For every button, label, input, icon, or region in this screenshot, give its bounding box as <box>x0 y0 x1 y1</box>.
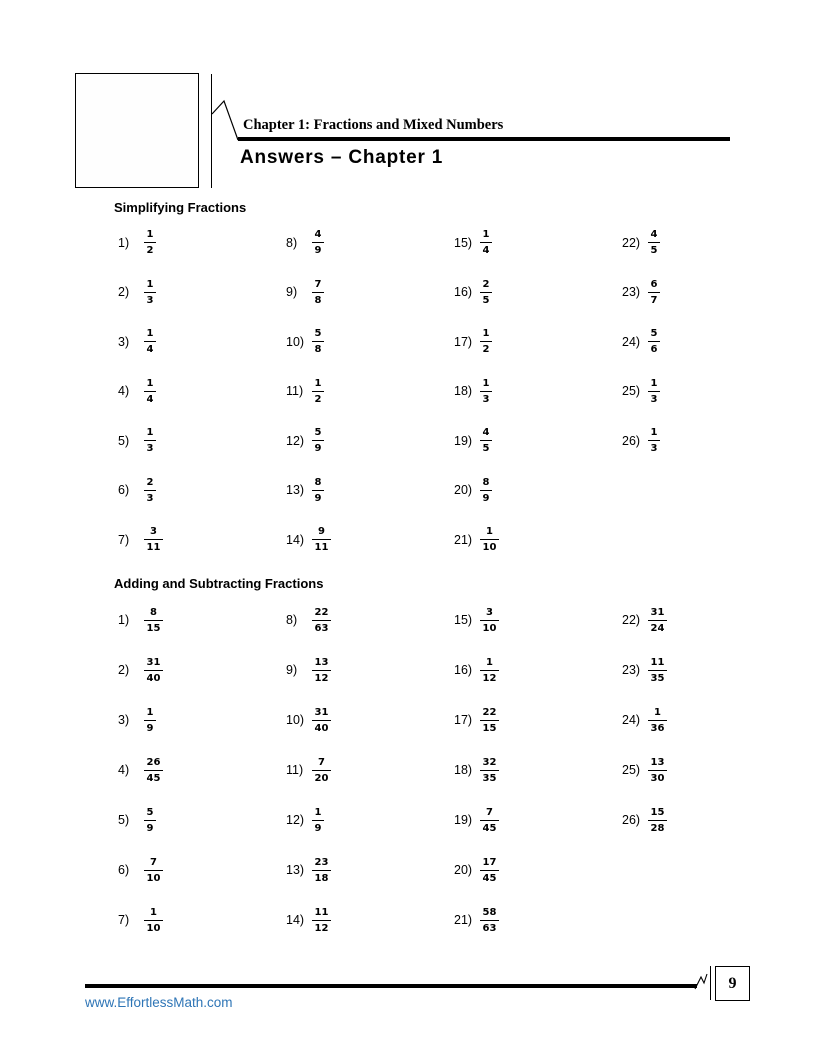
fraction-numerator: 6 <box>648 278 660 293</box>
answer-item <box>286 367 454 417</box>
fraction-numerator: 5 <box>312 327 324 342</box>
fraction-denominator: 3 <box>146 443 154 455</box>
footer-zigzag-mark <box>694 972 710 992</box>
fraction-numerator: 9 <box>312 525 331 540</box>
page-title: Answers – Chapter 1 <box>240 147 444 168</box>
answer-item <box>454 845 622 895</box>
chapter-title-rule <box>238 137 730 141</box>
answer-item <box>622 367 790 417</box>
fraction-denominator: 15 <box>482 722 497 734</box>
fraction <box>480 476 492 505</box>
answer-number: 23) <box>622 663 641 677</box>
answer-number: 11) <box>286 763 304 777</box>
fraction-numerator: 8 <box>480 476 492 491</box>
fraction <box>648 756 667 785</box>
answer-item <box>286 268 454 318</box>
fraction <box>312 327 324 356</box>
answer-item <box>454 466 622 516</box>
answer-number: 3) <box>118 334 130 349</box>
fraction-denominator: 63 <box>314 622 329 634</box>
fraction-numerator: 22 <box>312 606 331 621</box>
fraction-numerator: 31 <box>648 606 667 621</box>
answer-item <box>454 595 622 645</box>
fraction-denominator: 9 <box>314 492 322 504</box>
answer-number: 14) <box>286 913 305 927</box>
fraction <box>312 476 324 505</box>
fraction-numerator: 31 <box>144 656 163 671</box>
answer-number: 17) <box>454 713 473 727</box>
fraction <box>144 856 163 885</box>
answer-number: 26) <box>622 813 641 827</box>
fraction-denominator: 18 <box>314 872 329 884</box>
answer-number: 19) <box>454 813 473 827</box>
answer-item <box>118 317 286 367</box>
fraction-denominator: 35 <box>482 772 497 784</box>
fraction-denominator: 45 <box>482 872 497 884</box>
fraction <box>312 228 324 257</box>
fraction-numerator: 7 <box>312 756 331 771</box>
fraction <box>648 327 660 356</box>
answer-item <box>286 595 454 645</box>
fraction-denominator: 10 <box>146 872 161 884</box>
fraction-denominator: 4 <box>146 393 154 405</box>
fraction-numerator: 15 <box>648 806 667 821</box>
answer-item <box>454 515 622 565</box>
footer-website-link[interactable]: www.EffortlessMath.com <box>85 995 233 1010</box>
answer-number: 9) <box>286 663 298 677</box>
answer-item <box>454 895 622 945</box>
fraction <box>312 426 324 455</box>
fraction-denominator: 12 <box>314 672 329 684</box>
fraction <box>144 525 163 554</box>
answer-item <box>454 268 622 318</box>
answer-number: 9) <box>286 285 298 300</box>
fraction <box>480 377 492 406</box>
fraction <box>648 377 660 406</box>
fraction-denominator: 3 <box>650 443 658 455</box>
answer-item <box>454 416 622 466</box>
answer-item <box>286 218 454 268</box>
fraction-numerator: 13 <box>312 656 331 671</box>
answer-number: 13) <box>286 483 305 498</box>
answer-item <box>118 895 286 945</box>
page-number-box <box>715 966 750 1001</box>
fraction <box>480 706 499 735</box>
fraction-numerator: 2 <box>144 476 156 491</box>
answer-item <box>118 367 286 417</box>
answer-number: 11) <box>286 384 304 399</box>
fraction-numerator: 1 <box>480 228 492 243</box>
answers-grid-adding-subtracting-fractions <box>118 595 790 945</box>
footer-vertical-rule <box>710 966 711 1000</box>
answer-item <box>622 745 790 795</box>
fraction-denominator: 5 <box>650 245 658 257</box>
fraction-numerator: 31 <box>312 706 331 721</box>
fraction <box>312 706 331 735</box>
fraction <box>144 377 156 406</box>
answer-number: 19) <box>454 433 473 448</box>
fraction <box>312 806 324 835</box>
fraction <box>144 327 156 356</box>
answer-item <box>118 515 286 565</box>
fraction-denominator: 5 <box>482 294 490 306</box>
fraction-denominator: 15 <box>146 622 161 634</box>
answer-item <box>118 268 286 318</box>
fraction <box>144 756 163 785</box>
answer-number: 1) <box>118 613 130 627</box>
fraction-denominator: 3 <box>650 393 658 405</box>
fraction-numerator: 3 <box>144 525 163 540</box>
answer-item <box>118 416 286 466</box>
fraction-denominator: 9 <box>146 722 154 734</box>
fraction-numerator: 22 <box>480 706 499 721</box>
fraction <box>480 856 499 885</box>
answer-item <box>286 416 454 466</box>
answer-number: 4) <box>118 384 130 399</box>
answer-item <box>622 795 790 845</box>
answer-number: 12) <box>286 813 305 827</box>
fraction <box>480 606 499 635</box>
fraction-numerator: 1 <box>144 426 156 441</box>
page-number: 9 <box>728 974 737 992</box>
section-heading-simplifying-fractions: Simplifying Fractions <box>114 200 247 215</box>
fraction-denominator: 9 <box>314 245 322 257</box>
answer-number: 2) <box>118 663 130 677</box>
answer-number: 14) <box>286 532 305 547</box>
fraction-numerator: 17 <box>480 856 499 871</box>
answer-item <box>286 845 454 895</box>
fraction-denominator: 9 <box>314 443 322 455</box>
fraction-numerator: 4 <box>648 228 660 243</box>
answer-number: 21) <box>454 532 473 547</box>
answer-item <box>286 466 454 516</box>
answer-item <box>286 795 454 845</box>
fraction-denominator: 12 <box>314 922 329 934</box>
fraction-denominator: 10 <box>482 542 497 554</box>
fraction-numerator: 7 <box>312 278 324 293</box>
answer-item <box>118 845 286 895</box>
fraction-denominator: 3 <box>146 492 154 504</box>
fraction <box>144 656 163 685</box>
fraction-denominator: 9 <box>482 492 490 504</box>
answer-number: 15) <box>454 613 473 627</box>
fraction <box>648 426 660 455</box>
answer-number: 22) <box>622 235 641 250</box>
fraction <box>480 278 492 307</box>
fraction-denominator: 24 <box>650 622 665 634</box>
fraction-numerator: 4 <box>312 228 324 243</box>
answer-number: 5) <box>118 813 130 827</box>
chapter-title: Chapter 1: Fractions and Mixed Numbers <box>243 117 504 133</box>
answer-number: 3) <box>118 713 130 727</box>
answer-number: 21) <box>454 913 473 927</box>
fraction-denominator: 30 <box>650 772 665 784</box>
fraction-denominator: 7 <box>650 294 658 306</box>
fraction <box>144 426 156 455</box>
fraction-numerator: 23 <box>312 856 331 871</box>
fraction-numerator: 8 <box>312 476 324 491</box>
fraction-numerator: 1 <box>144 706 156 721</box>
fraction-numerator: 2 <box>480 278 492 293</box>
answer-number: 22) <box>622 613 641 627</box>
answer-number: 23) <box>622 285 641 300</box>
answer-number: 13) <box>286 863 305 877</box>
fraction-denominator: 45 <box>482 822 497 834</box>
fraction-denominator: 8 <box>314 294 322 306</box>
answers-grid-simplifying-fractions <box>118 218 790 565</box>
fraction <box>312 278 324 307</box>
fraction-denominator: 28 <box>650 822 665 834</box>
fraction-denominator: 3 <box>482 393 490 405</box>
answer-item <box>622 695 790 745</box>
fraction-numerator: 1 <box>144 228 156 243</box>
fraction-numerator: 1 <box>648 426 660 441</box>
answer-number: 18) <box>454 763 473 777</box>
fraction-numerator: 7 <box>144 856 163 871</box>
answer-number: 4) <box>118 763 130 777</box>
answer-item <box>118 466 286 516</box>
answer-item <box>622 268 790 318</box>
fraction-denominator: 4 <box>482 245 490 257</box>
fraction-denominator: 5 <box>482 443 490 455</box>
answer-number: 8) <box>286 613 298 627</box>
fraction <box>312 606 331 635</box>
fraction <box>312 377 324 406</box>
fraction-denominator: 2 <box>146 245 154 257</box>
answer-item <box>118 795 286 845</box>
answer-item <box>454 218 622 268</box>
answer-item <box>286 515 454 565</box>
fraction <box>648 656 667 685</box>
fraction <box>480 806 499 835</box>
fraction-denominator: 10 <box>146 922 161 934</box>
answer-number: 16) <box>454 663 473 677</box>
answer-number: 17) <box>454 334 473 349</box>
fraction <box>480 656 499 685</box>
answer-item <box>454 795 622 845</box>
fraction-denominator: 4 <box>146 344 154 356</box>
fraction-numerator: 32 <box>480 756 499 771</box>
answer-item <box>118 218 286 268</box>
fraction-numerator: 4 <box>480 426 492 441</box>
answer-item <box>286 745 454 795</box>
fraction-numerator: 11 <box>648 656 667 671</box>
fraction <box>312 656 331 685</box>
fraction <box>480 525 499 554</box>
answer-number: 25) <box>622 763 641 777</box>
fraction <box>648 278 660 307</box>
answer-item <box>286 317 454 367</box>
fraction-denominator: 10 <box>482 622 497 634</box>
answer-item <box>286 695 454 745</box>
fraction <box>312 906 331 935</box>
fraction-numerator: 1 <box>144 327 156 342</box>
fraction-denominator: 11 <box>146 542 161 554</box>
answer-number: 10) <box>286 334 305 349</box>
fraction-numerator: 7 <box>480 806 499 821</box>
fraction <box>480 756 499 785</box>
answer-number: 16) <box>454 285 473 300</box>
answer-number: 1) <box>118 235 130 250</box>
fraction <box>144 228 156 257</box>
fraction-numerator: 1 <box>144 278 156 293</box>
answer-number: 20) <box>454 483 473 498</box>
fraction <box>480 426 492 455</box>
answer-item <box>118 645 286 695</box>
fraction-numerator: 1 <box>648 377 660 392</box>
answer-item <box>622 218 790 268</box>
fraction-numerator: 1 <box>144 906 163 921</box>
answer-number: 5) <box>118 433 130 448</box>
fraction-numerator: 1 <box>480 327 492 342</box>
answer-number: 7) <box>118 913 130 927</box>
answer-item <box>454 745 622 795</box>
fraction <box>144 476 156 505</box>
answer-item <box>622 416 790 466</box>
answer-item <box>286 645 454 695</box>
answer-item <box>454 367 622 417</box>
fraction-denominator: 6 <box>650 344 658 356</box>
fraction-numerator: 5 <box>648 327 660 342</box>
fraction-denominator: 2 <box>314 393 322 405</box>
answer-number: 10) <box>286 713 305 727</box>
fraction-numerator: 5 <box>144 806 156 821</box>
answer-number: 25) <box>622 384 641 399</box>
fraction-denominator: 12 <box>482 672 497 684</box>
answer-item <box>454 695 622 745</box>
answer-item <box>622 595 790 645</box>
fraction <box>144 806 156 835</box>
fraction <box>144 906 163 935</box>
fraction-numerator: 1 <box>480 525 499 540</box>
fraction-numerator: 1 <box>312 806 324 821</box>
fraction-denominator: 40 <box>146 672 161 684</box>
answer-item <box>118 695 286 745</box>
fraction <box>648 228 660 257</box>
section-heading-adding-subtracting-fractions: Adding and Subtracting Fractions <box>114 576 324 591</box>
answer-number: 15) <box>454 235 473 250</box>
fraction-denominator: 9 <box>314 822 322 834</box>
fraction-numerator: 8 <box>144 606 163 621</box>
answer-number: 12) <box>286 433 305 448</box>
answer-number: 24) <box>622 334 641 349</box>
answer-number: 26) <box>622 433 641 448</box>
answer-item <box>622 645 790 695</box>
fraction <box>144 706 156 735</box>
fraction-denominator: 2 <box>482 344 490 356</box>
fraction <box>144 278 156 307</box>
fraction-numerator: 1 <box>312 377 324 392</box>
fraction-numerator: 5 <box>312 426 324 441</box>
answer-number: 24) <box>622 713 641 727</box>
answer-number: 6) <box>118 863 130 877</box>
fraction-numerator: 11 <box>312 906 331 921</box>
fraction-numerator: 58 <box>480 906 499 921</box>
fraction-denominator: 45 <box>146 772 161 784</box>
fraction-numerator: 3 <box>480 606 499 621</box>
fraction-denominator: 35 <box>650 672 665 684</box>
fraction <box>312 856 331 885</box>
fraction-numerator: 1 <box>648 706 667 721</box>
answer-item <box>118 745 286 795</box>
fraction-numerator: 26 <box>144 756 163 771</box>
answer-number: 8) <box>286 235 298 250</box>
fraction <box>648 606 667 635</box>
fraction-denominator: 11 <box>314 542 329 554</box>
answer-item <box>454 645 622 695</box>
fraction <box>480 906 499 935</box>
answer-number: 6) <box>118 483 130 498</box>
fraction <box>648 706 667 735</box>
fraction <box>312 525 331 554</box>
footer-rule <box>85 984 697 988</box>
fraction <box>144 606 163 635</box>
answer-item <box>622 317 790 367</box>
fraction-denominator: 63 <box>482 922 497 934</box>
answer-item <box>118 595 286 645</box>
fraction-numerator: 1 <box>480 656 499 671</box>
answer-number: 20) <box>454 863 473 877</box>
fraction-numerator: 1 <box>480 377 492 392</box>
fraction-denominator: 3 <box>146 294 154 306</box>
fraction-denominator: 36 <box>650 722 665 734</box>
fraction-denominator: 9 <box>146 822 154 834</box>
answer-item <box>286 895 454 945</box>
answer-number: 7) <box>118 532 130 547</box>
fraction-denominator: 20 <box>314 772 329 784</box>
fraction <box>312 756 331 785</box>
fraction <box>480 327 492 356</box>
fraction-numerator: 1 <box>144 377 156 392</box>
logo-placeholder-box <box>75 73 199 188</box>
answer-number: 18) <box>454 384 473 399</box>
answer-number: 2) <box>118 285 130 300</box>
fraction <box>648 806 667 835</box>
fraction-denominator: 40 <box>314 722 329 734</box>
fraction-denominator: 8 <box>314 344 322 356</box>
answer-item <box>454 317 622 367</box>
fraction-numerator: 13 <box>648 756 667 771</box>
fraction <box>480 228 492 257</box>
